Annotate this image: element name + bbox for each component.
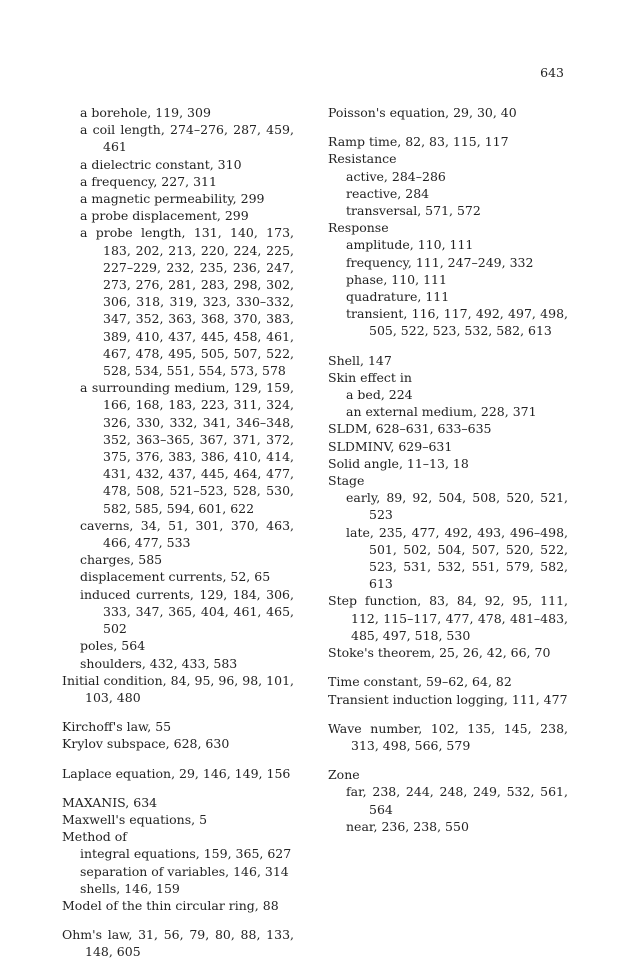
- index-entry: Model of the thin circular ring, 88: [62, 897, 279, 913]
- index-entry: Initial condition, 84, 95, 96, 98, 101, 103, 480: [62, 672, 294, 705]
- index-entry: Ramp time, 82, 83, 115, 117: [328, 134, 509, 150]
- index-subentry: active, 284–286: [346, 168, 446, 184]
- index-entry: Shell, 147: [328, 352, 392, 368]
- index-entry: Step function, 83, 84, 92, 95, 111, 112, 115–117, 477, 478, 481–483, 485, 497, 518, 530: [328, 593, 568, 643]
- index-subentry: a probe displacement, 299: [80, 208, 249, 224]
- index-subentry: displacement currents, 52, 65: [80, 569, 271, 585]
- index-entry: Time constant, 59–62, 64, 82: [328, 674, 512, 690]
- index-entry: Response: [328, 220, 389, 236]
- index-entry: Wave number, 102, 135, 145, 238, 313, 498, 566, 579: [328, 720, 568, 753]
- index-entry: Maxwell's equations, 5: [62, 811, 208, 827]
- index-subentry: a dielectric constant, 310: [80, 156, 242, 172]
- index-subentry: a magnetic permeability, 299: [80, 191, 265, 207]
- index-subentry: charges, 585: [80, 552, 163, 568]
- index-entry: Krylov subspace, 628, 630: [62, 736, 230, 752]
- index-column-left: [62, 104, 294, 961]
- index-subentry: frequency, 111, 247–249, 332: [346, 254, 534, 270]
- index-entry: MAXANIS, 634: [62, 794, 158, 810]
- index-entry: SLDMINV, 629–631: [328, 438, 453, 454]
- index-subentry: phase, 110, 111: [346, 271, 447, 287]
- index-column-right: [328, 104, 568, 835]
- index-subentry: a frequency, 227, 311: [80, 173, 217, 189]
- page-number: 643: [540, 65, 564, 80]
- index-subentry: poles, 564: [80, 638, 146, 654]
- index-entry: Kirchoff's law, 55: [62, 719, 172, 735]
- index-subentry: integral equations, 159, 365, 627: [80, 846, 292, 862]
- index-subentry: transient, 116, 117, 492, 497, 498, 505, 522, 523, 532, 582, 613: [346, 306, 568, 339]
- index-subentry: a bed, 224: [346, 387, 413, 403]
- index-entry: Stoke's theorem, 25, 26, 42, 66, 70: [328, 645, 551, 661]
- index-subentry: a borehole, 119, 309: [80, 105, 211, 120]
- index-subentry: quadrature, 111: [346, 289, 450, 305]
- index-subentry: reactive, 284: [346, 185, 430, 201]
- index-entry: Transient induction logging, 111, 477: [328, 691, 568, 707]
- index-entry: Stage: [328, 473, 365, 489]
- index-subentry: separation of variables, 146, 314: [80, 863, 289, 879]
- index-subentry: induced currents, 129, 184, 306, 333, 347, 365, 404, 461, 465, 502: [80, 586, 294, 637]
- index-entry: Zone: [328, 767, 360, 783]
- index-entry: Solid angle, 11–13, 18: [328, 455, 469, 471]
- index-subentry: late, 235, 477, 492, 493, 496–498, 501, 502, 504, 507, 520, 522, 523, 531, 532, 551, 579, 582, 613: [346, 524, 568, 592]
- index-subentry: a coil length, 274–276, 287, 459, 461: [80, 122, 294, 155]
- index-subentry: far, 238, 244, 248, 249, 532, 561, 564: [346, 784, 568, 817]
- index-entry: Ohm's law, 31, 56, 79, 80, 88, 133, 148, 605: [62, 927, 294, 960]
- index-subentry: amplitude, 110, 111: [346, 237, 474, 253]
- index-subentry: shoulders, 432, 433, 583: [80, 655, 238, 671]
- index-entry: Skin effect in: [328, 369, 412, 385]
- index-entry: Laplace equation, 29, 146, 149, 156: [62, 765, 291, 781]
- index-subentry: a surrounding medium, 129, 159, 166, 168, 183, 223, 311, 324, 326, 330, 332, 341, 346–348, 352, 363–365, 367, 371, 372, 375, 376, 383, 386, 410, 414, 431, 432, 437, 445, 464, 477, 478, 508, 521–523, 528, 530, 582, 585, 594, 601, 622: [80, 380, 294, 516]
- index-subentry: near, 236, 238, 550: [346, 818, 469, 834]
- index-subentry: early, 89, 92, 504, 508, 520, 521, 523: [346, 490, 568, 523]
- index-subentry: transversal, 571, 572: [346, 203, 481, 219]
- index-subentry: shells, 146, 159: [80, 880, 180, 896]
- index-entry: Resistance: [328, 151, 397, 167]
- index-subentry: caverns, 34, 51, 301, 370, 463, 466, 477, 533: [80, 517, 294, 551]
- index-subentry: an external medium, 228, 371: [346, 404, 537, 420]
- index-entry: SLDM, 628–631, 633–635: [328, 421, 492, 437]
- index-entry: Method of: [62, 829, 127, 845]
- index-entry: Poisson's equation, 29, 30, 40: [328, 105, 517, 120]
- index-subentry: a probe length, 131, 140, 173, 183, 202, 213, 220, 224, 225, 227–229, 232, 235, 236, 247, 273, 276, 281, 283, 298, 302, 306, 318, 319, 323, 330–332, 347, 352, 363, 368, 370, 383, 389, 410, 437, 445, 458, 461, 467, 478, 495, 505, 507, 522, 528, 534, 551, 554, 573, 578: [80, 225, 294, 379]
